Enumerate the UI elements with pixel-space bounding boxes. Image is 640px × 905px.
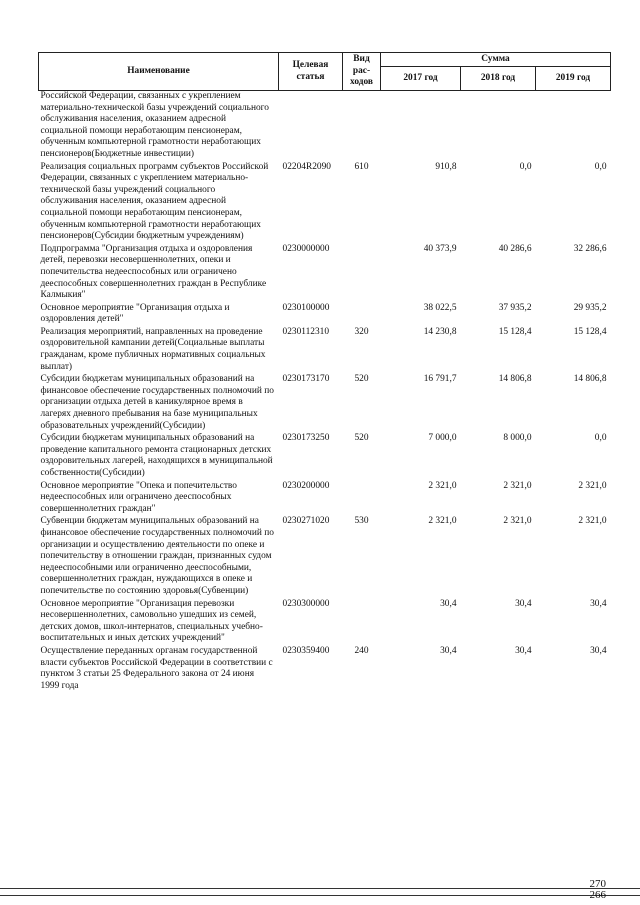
header-vid-line2: рас- [352,65,371,76]
row-code: 0230173170 [282,374,330,385]
footer-rule-secondary [0,895,640,896]
table-row [39,303,611,327]
row-code: 0230173250 [282,433,330,444]
table-row [39,646,611,693]
row-vid: 610 [354,161,369,172]
header-year-2018: 2018 год [461,67,536,91]
row-2018: 8 000,0 [503,433,532,444]
row-code: 0230000000 [282,243,330,254]
row-2017: 16 791,7 [423,374,457,385]
row-2017: 14 230,8 [423,326,457,337]
row-2017: 40 373,9 [423,243,457,254]
row-2019: 0,0 [594,433,607,444]
row-2019 [536,91,611,162]
header-vid-line3: ходов [349,77,373,88]
row-code: 0230271020 [282,516,330,527]
table-row [39,516,611,598]
row-2019: 30,4 [590,598,607,609]
header-expense-type [343,53,381,91]
header-target-article [279,53,343,91]
row-2017: 7 000,0 [428,433,457,444]
header-target-line1: Целевая [292,59,329,70]
budget-table-page [38,52,610,693]
row-2018: 30,4 [515,645,532,656]
row-name: Реализация мероприятий, направленных на проведение оздоровительной кампании детей(Социальные выплаты гражданам, кроме публичных нормативных социальных выплат) [40,326,266,372]
footer-rule [0,888,640,889]
row-2018: 0,0 [519,161,532,172]
row-vid [343,244,381,303]
page-number-primary: 270 [589,878,606,890]
row-code: 02204R2090 [282,161,331,172]
row-name: Подпрограмма "Организация отдыха и оздоровления детей, перевозки несовершеннолетних, опеки и попечительства недееспособных или ограничено дееспособных совершеннолетних граждан в Республике Калмыкия" [40,243,267,301]
header-target-line2: статья [296,71,325,82]
row-vid: 320 [354,326,369,337]
row-name: Российской Федерации, связанных с укреплением материально-технической базы учреждений социального обслуживания населения, оказанием адресной социальной помощи неработающим пенсионерам, обученным компьютерной грамотности неработающих пенсионеров(Бюджетные инвестиции) [40,91,269,159]
row-vid [343,91,381,162]
row-2017: 30,4 [440,645,457,656]
table-row [39,91,611,162]
table-row [39,244,611,303]
row-name: Субвенции бюджетам муниципальных образований на финансовое обеспечение государственных полномочий по организации и осуществлению деятельности по опеке и попечительству в отношении граждан, признанных судом недееспособными или ограниченно дееспособными, совершеннолетних граждан, нуждающихся в опеке и попечительстве по состоянию здоровья(Субвенции) [40,516,274,596]
row-2018: 2 321,0 [503,516,532,527]
row-2017 [381,91,461,162]
row-code: 0230200000 [282,480,330,491]
row-2019: 15 128,4 [573,326,607,337]
row-2019: 2 321,0 [578,480,607,491]
table-row [39,599,611,646]
row-2018 [461,91,536,162]
row-code: 0230300000 [282,598,330,609]
row-2019: 32 286,6 [573,243,607,254]
row-vid: 530 [354,516,369,527]
row-2019: 2 321,0 [578,516,607,527]
row-name: Осуществление переданных органам государственной власти субъектов Российской Федерации в соответствии с пунктом 3 статьи 25 Федерального закона от 24 июня 1999 года [40,645,273,691]
row-vid [343,481,381,517]
row-2017: 2 321,0 [428,480,457,491]
row-vid: 520 [354,374,369,385]
row-2017: 2 321,0 [428,516,457,527]
row-code: 0230112310 [282,326,330,337]
header-year-2019: 2019 год [536,67,611,91]
table-body [39,91,611,694]
header-sum: Сумма [381,53,611,67]
row-code: 0230100000 [282,302,330,313]
row-2019: 14 806,8 [573,374,607,385]
row-2018: 15 128,4 [498,326,532,337]
row-name: Субсидии бюджетам муниципальных образований на финансовое обеспечение государственных полномочий по организации отдыха детей в каникулярное время в лагерях дневного пребывания на базе муниципальных образовательных учреждений(Субсидии) [40,374,274,431]
row-2018: 2 321,0 [503,480,532,491]
row-vid [343,303,381,327]
table-row [39,481,611,517]
row-code [279,91,343,162]
row-vid: 240 [354,645,369,656]
table-row [39,433,611,480]
row-2019: 0,0 [594,161,607,172]
header-vid-line1: Вид [353,54,370,65]
table-row [39,327,611,374]
row-vid: 520 [354,433,369,444]
row-name: Основное мероприятие "Организация отдыха и оздоровления детей" [40,302,230,325]
row-2017: 38 022,5 [423,302,457,313]
row-name: Основное мероприятие "Опека и попечительство недееспособных или ограничено дееспособных совершеннолетних граждан" [40,480,237,514]
row-name: Основное мероприятие "Организация перевозки несовершеннолетних, самовольно ушедших из семей, детских домов, школ-интернатов, специальных учебно-воспитательных и иных детских учреждений" [40,598,263,644]
budget-table [38,52,611,693]
row-code: 0230359400 [282,645,330,656]
table-row [39,374,611,433]
row-2018: 30,4 [515,598,532,609]
row-vid [343,599,381,646]
row-name: Реализация социальных программ субъектов Российской Федерации, связанных с укреплением материально-технической базы учреждений социального обслуживания населения, оказанием адресной социальной помощи неработающим пенсионерам, обученным компьютерной грамотности неработающих пенсионеров(Субсидии бюджетным учреждениям) [40,161,269,242]
row-2019: 30,4 [590,645,607,656]
row-2018: 40 286,6 [498,243,532,254]
row-2017: 30,4 [440,598,457,609]
table-header [39,53,611,91]
row-name: Субсидии бюджетам муниципальных образований на проведение капитального ремонта стационарных детских оздоровительных лагерей, находящихся в муниципальной собственности(Субсидии) [40,433,273,478]
row-2018: 14 806,8 [498,374,532,385]
row-2018: 37 935,2 [498,302,532,313]
header-name: Наименование [39,53,279,91]
header-year-2017: 2017 год [381,67,461,91]
table-row [39,162,611,244]
row-2019: 29 935,2 [573,302,607,313]
row-2017: 910,8 [435,161,457,172]
page-number-secondary: 266 [589,889,606,901]
